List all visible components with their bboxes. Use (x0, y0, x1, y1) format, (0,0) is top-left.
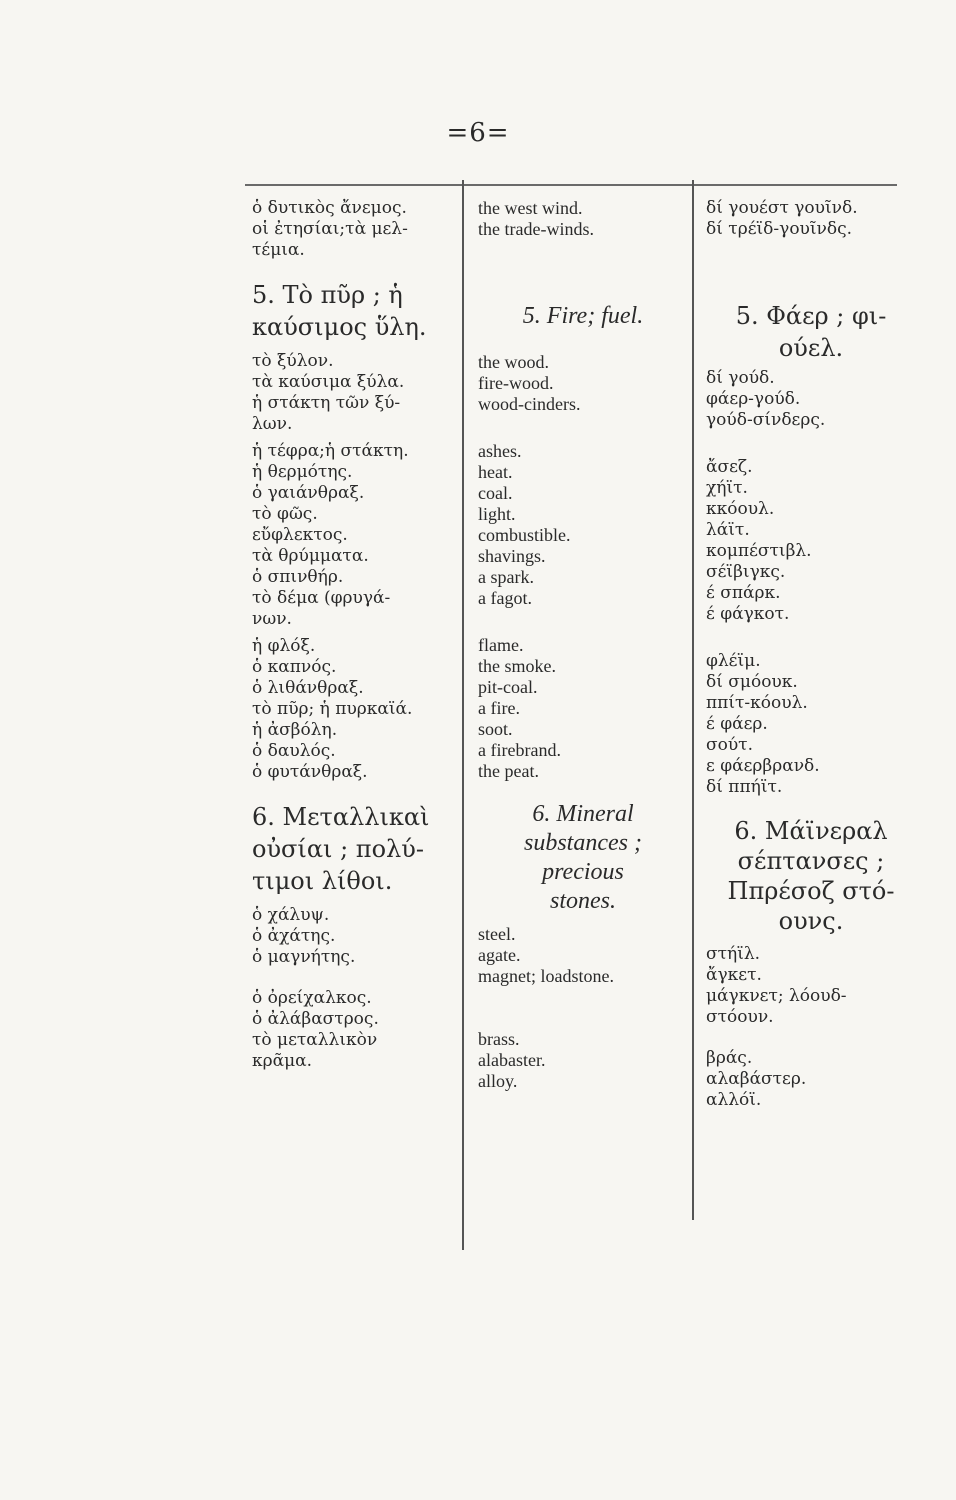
greek-entry: εὔφλεκτος. (252, 525, 348, 545)
pronunciation-section-heading: 6. Μάϊνεραλ σέπτανσες ; Ππρέσοζ στό- ουνς. (727, 817, 895, 935)
greek-entry: ὁ δαυλός. (252, 741, 336, 761)
pronunciation-entry: δί γουέστ γουῖνδ. (706, 198, 858, 218)
pronunciation-entry: έ σπάρκ. (706, 583, 781, 603)
english-entry: shavings. (478, 546, 546, 566)
greek-entry: τὸ φῶς. (252, 504, 318, 524)
pronunciation-entry: έ φάγκοτ. (706, 604, 790, 624)
pronunciation-section-heading: 5. Φάερ ; φι- ούελ. (735, 302, 887, 362)
pronunciation-entry: δί σμόουκ. (706, 672, 798, 692)
english-entry: a firebrand. (478, 740, 561, 760)
greek-entry: ἡ τέφρα;ἡ στάκτη. (252, 441, 409, 461)
pronunciation-entry: ἄσεζ. (706, 457, 753, 477)
greek-entry: τὸ δέμα (φρυγά- νων. (252, 588, 391, 629)
pronunciation-entry: γούδ-σίνδερς. (706, 410, 826, 430)
pronunciation-entry: κομπέστιβλ. (706, 541, 812, 561)
pronunciation-entry: δί ππήϊτ. (706, 777, 783, 797)
english-entry: a spark. (478, 567, 534, 587)
greek-entry: τὰ θρύμματα. (252, 546, 369, 566)
pronunciation-entry: μάγκνετ; λόουδ- στόουν. (706, 986, 847, 1027)
english-section-heading: 5. Fire; fuel. (522, 303, 644, 329)
pronunciation-entry: έ φάερ. (706, 714, 768, 734)
pronunciation-entry: χήϊτ. (706, 478, 748, 498)
greek-entry: ὁ φυτάνθραξ. (252, 762, 368, 782)
greek-entry: ὁ χάλυψ. (252, 905, 330, 925)
english-entry: coal. (478, 483, 513, 503)
pronunciation-entry: ε φάερβρανδ. (706, 756, 820, 776)
greek-entry: ἡ φλόξ. (252, 636, 316, 656)
greek-entry: ὁ δυτικὸς ἄνεμος. (252, 198, 407, 218)
pronunciation-entry: αλλόϊ. (706, 1090, 762, 1110)
greek-section-heading: 6. Μεταλλικαὶ οὐσίαι ; πολύ- τιμοι λίθοι. (252, 803, 430, 895)
english-entry: alloy. (478, 1071, 518, 1091)
english-entry: magnet; loadstone. (478, 966, 614, 986)
english-entry: agate. (478, 945, 521, 965)
english-entry: alabaster. (478, 1050, 546, 1070)
pronunciation-entry: ππίτ-κόουλ. (706, 693, 808, 713)
greek-entry: ἡ στάκτη τῶν ξύ- λων. (252, 393, 401, 434)
pronunciation-entry: αλαβάστερ. (706, 1069, 807, 1089)
pronunciation-entry: φάερ-γούδ. (706, 389, 801, 409)
english-entry: the peat. (478, 761, 539, 781)
pronunciation-entry: βράς. (706, 1048, 753, 1068)
pronunciation-entry: λάϊτ. (706, 520, 750, 540)
english-section-heading: 6. Mineral substances ; precious stones. (524, 801, 642, 914)
pronunciation-column (706, 198, 916, 1111)
english-entry: the trade-winds. (478, 219, 594, 239)
english-entry: soot. (478, 719, 513, 739)
english-entry: ashes. (478, 441, 522, 461)
english-entry: the wood. (478, 352, 549, 372)
greek-entry: οἱ ἐτησίαι;τὰ μελ- τέμια. (252, 219, 408, 260)
english-entry: pit-coal. (478, 677, 538, 697)
english-entry: a fagot. (478, 588, 532, 608)
greek-entry: ἡ θερμότης. (252, 462, 353, 482)
greek-entry: ὁ ὀρείχαλκος. (252, 988, 372, 1008)
greek-entry: ὁ γαιάνθραξ. (252, 483, 365, 503)
pronunciation-entry: σούτ. (706, 735, 753, 755)
greek-entry: τὸ μεταλλικὸν κρᾶμα. (252, 1030, 378, 1071)
pronunciation-entry: δί γούδ. (706, 368, 775, 388)
english-entry: fire-wood. (478, 373, 554, 393)
greek-entry: ὁ λιθάνθραξ. (252, 678, 364, 698)
greek-entry: τὸ πῦρ; ἡ πυρκαϊά. (252, 699, 413, 719)
english-entry: a fire. (478, 698, 520, 718)
english-entry: steel. (478, 924, 516, 944)
top-rule (245, 184, 897, 186)
english-column (478, 198, 688, 1092)
column-divider (692, 180, 694, 1220)
pronunciation-entry: κκόουλ. (706, 499, 775, 519)
column-divider (462, 180, 464, 1250)
pronunciation-entry: στήϊλ. (706, 944, 761, 964)
pronunciation-entry: δί τρέϊδ-γουῖνδς. (706, 219, 853, 239)
english-entry: wood-cinders. (478, 394, 581, 414)
greek-section-heading: 5. Τὸ πῦρ ; ἡ καύσιμος ὕλη. (252, 281, 427, 341)
english-entry: flame. (478, 635, 524, 655)
greek-entry: ὁ ἀχάτης. (252, 926, 336, 946)
greek-entry: ὁ μαγνήτης. (252, 947, 356, 967)
greek-entry: ὁ καπνός. (252, 657, 337, 677)
greek-entry: τὸ ξύλον. (252, 351, 334, 371)
page-number: =6= (446, 118, 510, 148)
greek-entry: ὁ ἀλάβαστρος. (252, 1009, 379, 1029)
english-entry: the west wind. (478, 198, 583, 218)
greek-entry: τὰ καύσιμα ξύλα. (252, 372, 405, 392)
greek-column (252, 198, 457, 1072)
pronunciation-entry: σέϊβιγκς. (706, 562, 786, 582)
english-entry: combustible. (478, 525, 571, 545)
english-entry: light. (478, 504, 516, 524)
english-entry: heat. (478, 462, 513, 482)
english-entry: brass. (478, 1029, 520, 1049)
english-entry: the smoke. (478, 656, 556, 676)
greek-entry: ἡ ἀσβόλη. (252, 720, 338, 740)
greek-entry: ὁ σπινθήρ. (252, 567, 344, 587)
pronunciation-entry: φλέϊμ. (706, 651, 761, 671)
pronunciation-entry: ἄγκετ. (706, 965, 762, 985)
